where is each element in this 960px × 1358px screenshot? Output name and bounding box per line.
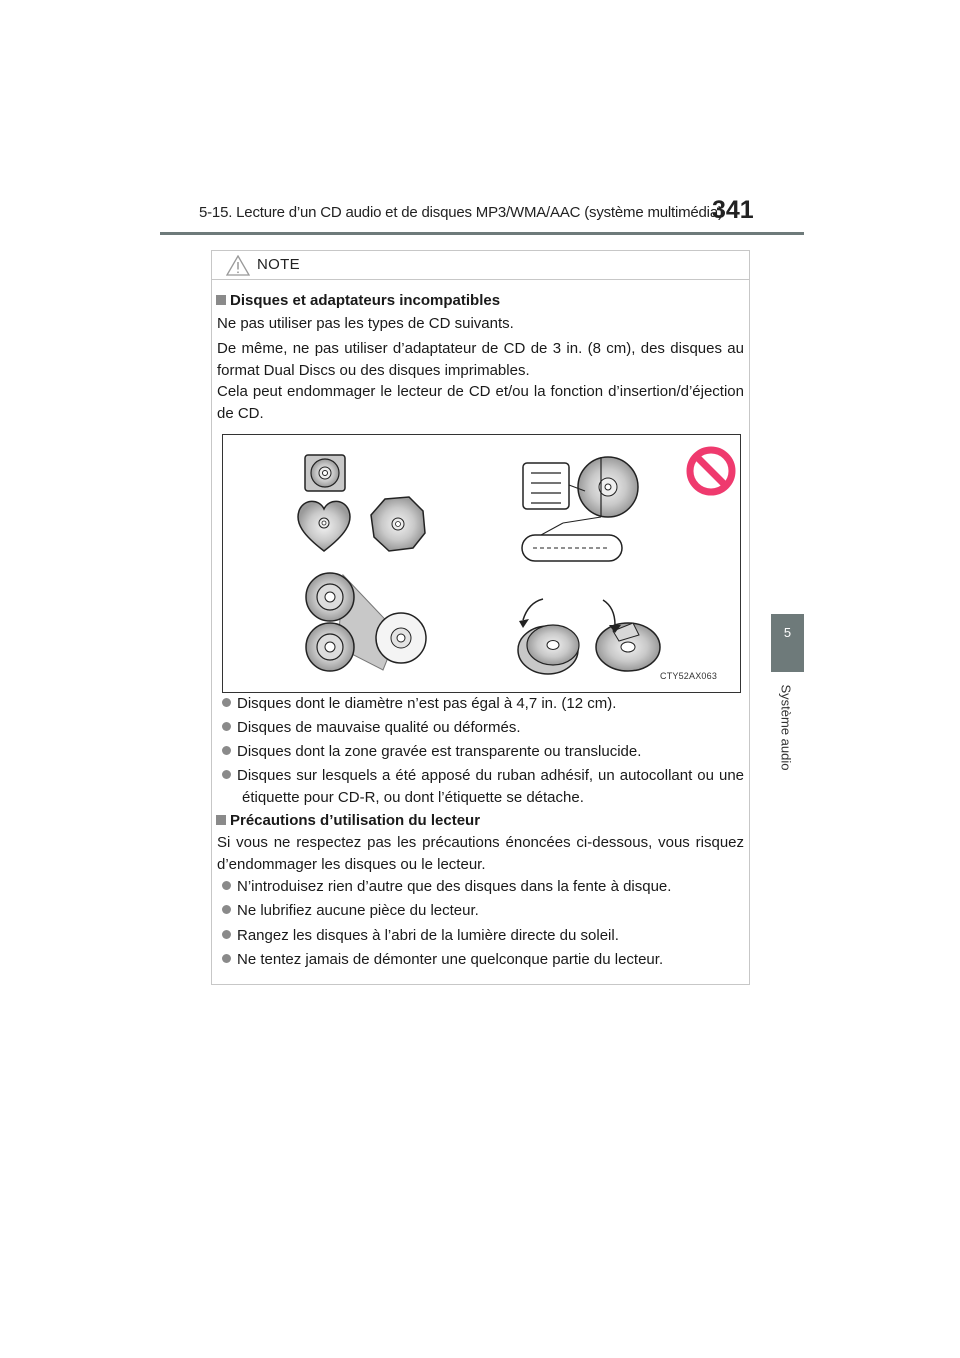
note-header [212, 251, 749, 280]
list-item: Disques dont le diamètre n’est pas égal à 4,7 in. (12 cm). [222, 693, 744, 715]
chapter-header-title: 5-15. Lecture d’un CD audio et de disques MP3/WMA/AAC (système multimédia) [199, 204, 723, 221]
section-title-precautions [216, 810, 744, 832]
bullet-dot-icon [222, 881, 231, 890]
bullet-dot-icon [222, 698, 231, 707]
label-cd-icon [522, 457, 638, 561]
bullet-dot-icon [222, 770, 231, 779]
paragraph: Ne pas utiliser pas les types de CD suivants. [217, 315, 514, 332]
bullet-dot-icon [222, 722, 231, 731]
octagon-cd-icon [371, 497, 425, 551]
note-label: NOTE [257, 256, 300, 273]
page-number: 341 [712, 196, 754, 224]
prohibited-icon [690, 450, 732, 492]
list-item: Ne lubrifiez aucune pièce du lecteur. [222, 900, 744, 922]
chapter-label-text: Système audio [778, 684, 794, 771]
adapter-cd-icon [306, 573, 426, 671]
incompatible-discs-figure [222, 434, 741, 693]
warning-triangle-icon [226, 255, 250, 276]
bullet-dot-icon [222, 746, 231, 755]
section-title-incompatible [216, 290, 744, 312]
list-item: Disques de mauvaise qualité ou déformés. [222, 717, 744, 739]
paragraph: Cela peut endommager le lecteur de CD et/ou la fonction d’insertion/d’éjection de CD. [217, 383, 744, 422]
section-title-text: Précautions d’utilisation du lecteur [230, 812, 481, 829]
section-title-text: Disques et adaptateurs incompatibles [230, 292, 501, 309]
chapter-side-label [768, 680, 804, 780]
peeling-label-cd-icon [518, 599, 660, 674]
chapter-tab[interactable] [771, 614, 804, 672]
header-divider [160, 232, 804, 235]
list-item: Rangez les disques à l’abri de la lumière directe du soleil. [222, 925, 744, 947]
bullet-dot-icon [222, 905, 231, 914]
list-item: Disques dont la zone gravée est transparente ou translucide. [222, 741, 744, 763]
bullet-dot-icon [222, 930, 231, 939]
section-square-icon [216, 295, 226, 305]
paragraph: Si vous ne respectez pas les précautions énoncées ci-dessous, vous risquez d’endommager les disques ou le lecteur. [217, 834, 744, 873]
bullet-dot-icon [222, 954, 231, 963]
paragraph: De même, ne pas utiliser d’adaptateur de CD de 3 in. (8 cm), des disques au format Dual Discs ou des disques imprimables. [217, 340, 744, 379]
list-item: Disques sur lesquels a été apposé du ruban adhésif, un autocollant ou une étiquette pour CD-R, ou dont l’étiquette se détache. [222, 765, 744, 809]
section-square-icon [216, 815, 226, 825]
heart-cd-icon [298, 501, 350, 551]
list-item: N’introduisez rien d’autre que des disques dans la fente à disque. [222, 876, 744, 898]
chapter-number: 5 [783, 625, 792, 640]
square-cd-icon [305, 455, 345, 491]
figure-code: CTY52AX063 [660, 671, 718, 681]
list-item: Ne tentez jamais de démonter une quelconque partie du lecteur. [222, 949, 744, 971]
